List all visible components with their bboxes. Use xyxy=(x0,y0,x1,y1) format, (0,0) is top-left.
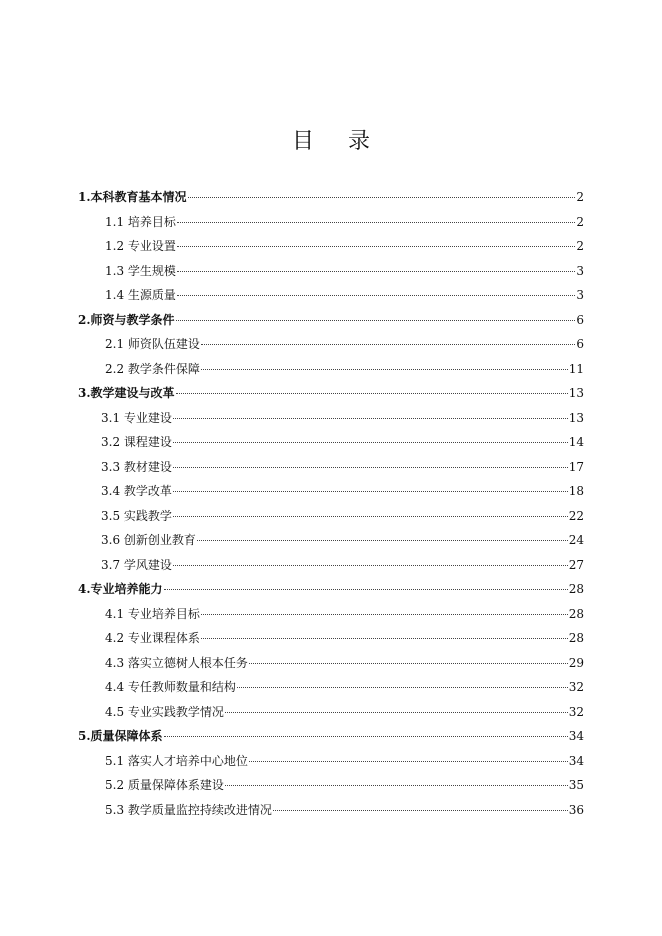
toc-entry-label: 3.3 教材建设 xyxy=(101,459,172,474)
toc-page-number: 3 xyxy=(576,288,584,302)
dot-leader xyxy=(201,344,575,345)
toc-page-number: 14 xyxy=(568,435,584,449)
dot-leader xyxy=(173,418,568,419)
dot-leader xyxy=(177,271,575,272)
toc-subsection-entry[interactable] xyxy=(78,798,584,823)
toc-page-number: 32 xyxy=(568,704,584,719)
toc-subsection-entry[interactable] xyxy=(78,234,584,259)
toc-page-number: 2 xyxy=(576,190,584,204)
toc-subsection-entry[interactable] xyxy=(78,406,584,431)
dot-leader xyxy=(173,565,568,566)
toc-entry-label: 3.教学建设与改革 xyxy=(78,386,175,400)
dot-leader xyxy=(164,589,568,590)
toc-entry-label: 2.1 师资队伍建设 xyxy=(105,337,200,351)
toc-page-number: 6 xyxy=(576,337,584,351)
toc-page-number: 35 xyxy=(568,778,584,792)
toc-entry-label: 4.3 落实立德树人根本任务 xyxy=(105,655,248,670)
toc-subsection-entry[interactable] xyxy=(78,626,584,651)
toc-page-number: 17 xyxy=(568,459,584,474)
toc-section-entry[interactable] xyxy=(78,185,584,210)
toc-page-number: 13 xyxy=(568,386,584,400)
dot-leader xyxy=(273,810,568,811)
toc-subsection-entry[interactable] xyxy=(78,602,584,627)
toc-page-number: 18 xyxy=(568,484,584,498)
toc-entry-label: 2.师资与教学条件 xyxy=(78,312,175,327)
toc-entry-label: 3.6 创新创业教育 xyxy=(101,533,196,547)
toc-entry-label: 3.7 学风建设 xyxy=(101,557,172,572)
dot-leader xyxy=(173,491,568,492)
toc-entry-label: 4.专业培养能力 xyxy=(78,582,163,596)
toc-entry-label: 4.5 专业实践教学情况 xyxy=(105,704,224,719)
dot-leader xyxy=(173,467,568,468)
dot-leader xyxy=(177,222,575,223)
toc-page-number: 34 xyxy=(568,753,584,768)
page-title xyxy=(0,124,662,155)
toc-section-entry[interactable] xyxy=(78,724,584,749)
toc-entry-label: 3.5 实践教学 xyxy=(101,508,172,523)
toc-subsection-entry[interactable] xyxy=(78,651,584,676)
toc-page-number: 28 xyxy=(568,606,584,621)
dot-leader xyxy=(164,736,568,737)
toc-page-number: 6 xyxy=(576,312,584,327)
toc-page-number: 13 xyxy=(568,410,584,425)
toc-entry-label: 3.2 课程建设 xyxy=(101,435,172,449)
toc-section-entry[interactable] xyxy=(78,308,584,333)
toc-entry-label: 1.本科教育基本情况 xyxy=(78,190,187,204)
dot-leader xyxy=(176,320,576,321)
toc-entry-label: 5.3 教学质量监控持续改进情况 xyxy=(105,802,272,817)
toc-page-number: 2 xyxy=(576,214,584,229)
toc-subsection-entry[interactable] xyxy=(78,332,584,357)
toc-page-number: 27 xyxy=(568,557,584,572)
toc-subsection-entry[interactable] xyxy=(78,504,584,529)
toc-subsection-entry[interactable] xyxy=(78,749,584,774)
toc-entry-label: 3.1 专业建设 xyxy=(101,410,172,425)
toc-entry-label: 1.1 培养目标 xyxy=(105,214,176,229)
toc-subsection-entry[interactable] xyxy=(78,553,584,578)
toc-subsection-entry[interactable] xyxy=(78,479,584,504)
dot-leader xyxy=(201,638,568,639)
dot-leader xyxy=(173,442,568,443)
toc-entry-label: 4.1 专业培养目标 xyxy=(105,606,200,621)
toc-entry-label: 2.2 教学条件保障 xyxy=(105,361,200,376)
toc-entry-label: 1.2 专业设置 xyxy=(105,239,176,253)
toc-entry-label: 1.3 学生规模 xyxy=(105,263,176,278)
toc-subsection-entry[interactable] xyxy=(78,455,584,480)
toc-page-number: 11 xyxy=(568,361,584,376)
toc-subsection-entry[interactable] xyxy=(78,700,584,725)
toc-entry-label: 5.1 落实人才培养中心地位 xyxy=(105,753,248,768)
toc-subsection-entry[interactable] xyxy=(78,210,584,235)
title-char-2: 录 xyxy=(348,129,371,154)
toc-entry-label: 4.2 专业课程体系 xyxy=(105,631,200,645)
toc-entry-label: 3.4 教学改革 xyxy=(101,484,172,498)
toc-page-number: 24 xyxy=(568,533,584,547)
toc-page-number: 36 xyxy=(568,802,584,817)
toc-subsection-entry[interactable] xyxy=(78,283,584,308)
toc-section-entry[interactable] xyxy=(78,577,584,602)
dot-leader xyxy=(188,197,576,198)
toc-subsection-entry[interactable] xyxy=(78,528,584,553)
toc-entry-label: 5.质量保障体系 xyxy=(78,729,163,743)
toc-entry-label: 4.4 专任教师数量和结构 xyxy=(105,680,236,694)
toc-page-number: 2 xyxy=(576,239,584,253)
toc-subsection-entry[interactable] xyxy=(78,675,584,700)
toc-page-number: 28 xyxy=(568,582,584,596)
dot-leader xyxy=(173,516,568,517)
toc-subsection-entry[interactable] xyxy=(78,773,584,798)
dot-leader xyxy=(225,712,568,713)
toc-page-number: 22 xyxy=(568,508,584,523)
dot-leader xyxy=(249,761,568,762)
dot-leader xyxy=(177,246,575,247)
dot-leader xyxy=(201,369,568,370)
dot-leader xyxy=(249,663,568,664)
toc-page-number: 29 xyxy=(568,655,584,670)
toc-entry-label: 5.2 质量保障体系建设 xyxy=(105,778,224,792)
table-of-contents xyxy=(78,185,584,822)
toc-page-number: 34 xyxy=(568,729,584,743)
dot-leader xyxy=(201,614,568,615)
title-char-1: 目 xyxy=(291,129,314,154)
toc-subsection-entry[interactable] xyxy=(78,259,584,284)
toc-entry-label: 1.4 生源质量 xyxy=(105,288,176,302)
toc-subsection-entry[interactable] xyxy=(78,430,584,455)
dot-leader xyxy=(176,393,568,394)
toc-subsection-entry[interactable] xyxy=(78,357,584,382)
toc-page-number: 28 xyxy=(568,631,584,645)
dot-leader xyxy=(177,295,575,296)
dot-leader xyxy=(225,785,568,786)
dot-leader xyxy=(237,687,568,688)
toc-page-number: 3 xyxy=(576,263,584,278)
toc-page-number: 32 xyxy=(568,680,584,694)
dot-leader xyxy=(197,540,568,541)
toc-section-entry[interactable] xyxy=(78,381,584,406)
